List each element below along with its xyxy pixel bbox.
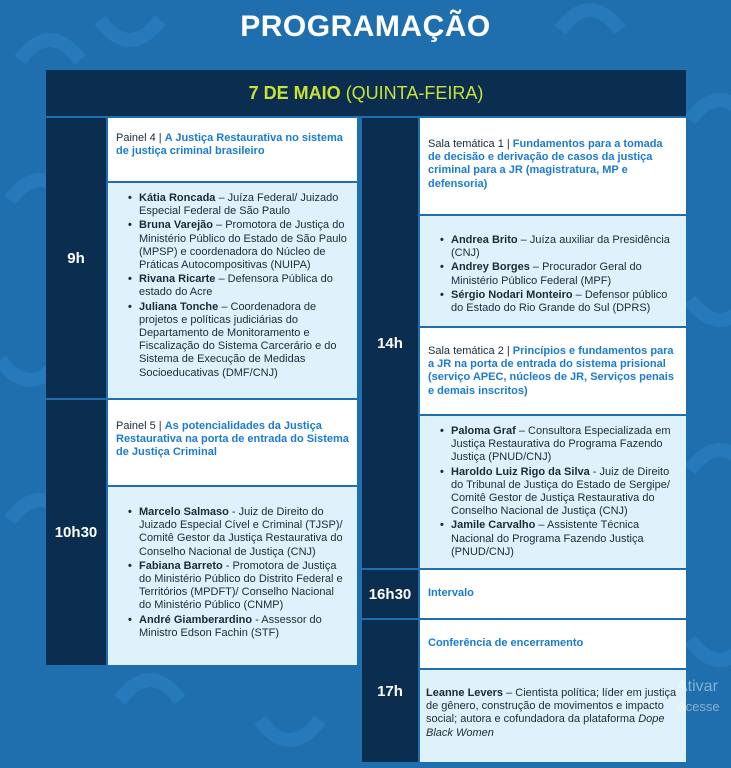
- time-slot-16h30: [362, 570, 418, 618]
- leanne-box: [420, 670, 686, 762]
- activation-watermark: [677, 677, 720, 717]
- date-day: 7 DE MAIO: [248, 83, 341, 103]
- date-header: [46, 70, 686, 116]
- sala-1-prefix: Sala temática 1 |: [428, 138, 513, 150]
- intervalo-box: [420, 570, 686, 618]
- speaker-item: • Andrea Brito – Juíza auxiliar da Presidência (CNJ): [444, 234, 678, 260]
- intervalo-label: Intervalo: [428, 587, 474, 600]
- speaker-item: • Bruna Varejão – Promotora de Justiça do Ministério Público do Estado de São Paulo (MPSP) e coordenadora do Núcleo de Práticas Autocompositivas (NUIPA): [132, 219, 349, 272]
- painel-4-prefix: Painel 4 |: [116, 132, 165, 144]
- time-label: 17h: [377, 682, 403, 700]
- speaker-item: • Juliana Tonche – Coordenadora de projetos e políticas judiciárias do Departamento de Monitoramento e Fiscalização do Sistema Carcerário e do Sistema de Execução de Medidas Socioeducativas (DMF/CNJ): [132, 301, 349, 380]
- speaker-item: • Jamile Carvalho – Assistente Técnica Nacional do Programa Fazendo Justiça (PNUD/CNJ): [444, 519, 678, 559]
- painel-4-title: A Justiça Restaurativa no sistema de justiça criminal brasileiro: [116, 132, 343, 158]
- speaker-item: • Sérgio Nodari Monteiro – Defensor público do Estado do Rio Grande do Sul (DPRS): [444, 289, 678, 315]
- painel-5-speakers: [108, 487, 357, 665]
- time-slot-14h: [362, 118, 418, 568]
- speaker-item: • Marcelo Salmaso - Juiz de Direito do Juizado Especial Cível e Criminal (TJSP)/ Comitê Gestor da Justiça Restaurativa do Conselho Nacional de Justiça (CNJ): [132, 506, 349, 559]
- speaker-item: • Andrey Borges – Procurador Geral do Ministério Público Federal (MPF): [444, 261, 678, 287]
- speaker-item: • Paloma Graf – Consultora Especializada em Justiça Restaurativa do Programa Fazendo Justiça (PNUD/CNJ): [444, 425, 678, 465]
- time-slot-17h: [362, 620, 418, 762]
- date-weekday: (QUINTA-FEIRA): [345, 83, 484, 103]
- page-title: PROGRAMAÇÃO: [240, 10, 491, 43]
- sala-1-header: [420, 118, 686, 214]
- sala-2-header: [420, 328, 686, 414]
- speaker-item: • André Giamberardino - Assessor do Ministro Edson Fachin (STF): [132, 614, 349, 640]
- time-label: 9h: [67, 249, 85, 267]
- time-slot-9h: [46, 118, 106, 398]
- conferencia-box: [420, 620, 686, 668]
- painel-5-title: As potencialidades da Justiça Restaurativa na porta de entrada do Sistema de Justiça Criminal: [116, 420, 349, 459]
- sala-1-speakers: [420, 216, 686, 326]
- painel-5-header: [108, 400, 357, 485]
- speaker-item: • Rivana Ricarte – Defensora Pública do estado do Acre: [132, 273, 349, 299]
- sala-2-speakers: [420, 416, 686, 568]
- speaker-desc: – Cientista política; líder em justiça de gênero, construção de movimentos e impacto social; autora e cofundadora da plataforma: [426, 687, 677, 726]
- time-slot-10h30: [46, 400, 106, 665]
- painel-5-prefix: Painel 5 |: [116, 420, 165, 432]
- sala-1-title: Fundamentos para a tomada de decisão e derivação de casos da justiça criminal para a JR (magistratura, MP e defensoria): [428, 138, 663, 190]
- platform-name: Dope Black Women: [426, 713, 665, 739]
- watermark-line-1: Ativar: [677, 678, 718, 695]
- time-label: 16h30: [368, 585, 412, 603]
- conferencia-label: Conferência de encerramento: [428, 637, 584, 650]
- painel-4-speakers: [108, 183, 357, 398]
- speaker-item: • Fabiana Barreto - Promotora de Justiça do Ministério Público do Distrito Federal e Territórios (MPDFT)/ Conselho Nacional do Ministério Público (CNMP): [132, 560, 349, 613]
- watermark-line-2: Acesse: [677, 699, 720, 714]
- painel-4-header: [108, 118, 357, 181]
- speaker-name: Leanne Levers: [426, 687, 504, 699]
- sala-2-prefix: Sala temática 2 |: [428, 345, 513, 357]
- speaker-item: • Kátia Roncada – Juíza Federal/ Juizado Especial Federal de São Paulo: [132, 192, 349, 218]
- time-label: 14h: [377, 334, 403, 352]
- speaker-item: • Haroldo Luiz Rigo da Silva - Juiz de Direito do Tribunal de Justiça do Estado de Sergipe/ Comitê Gestor de Justiça Restaurativa do Conselho Nacional de Justiça (CNJ): [444, 466, 678, 519]
- time-label: 10h30: [54, 524, 98, 541]
- sala-2-title: Princípios e fundamentos para a JR na porta de entrada do sistema prisional (serviço APEC, núcleos de JR, Serviços penais e demais inscritos): [428, 345, 674, 397]
